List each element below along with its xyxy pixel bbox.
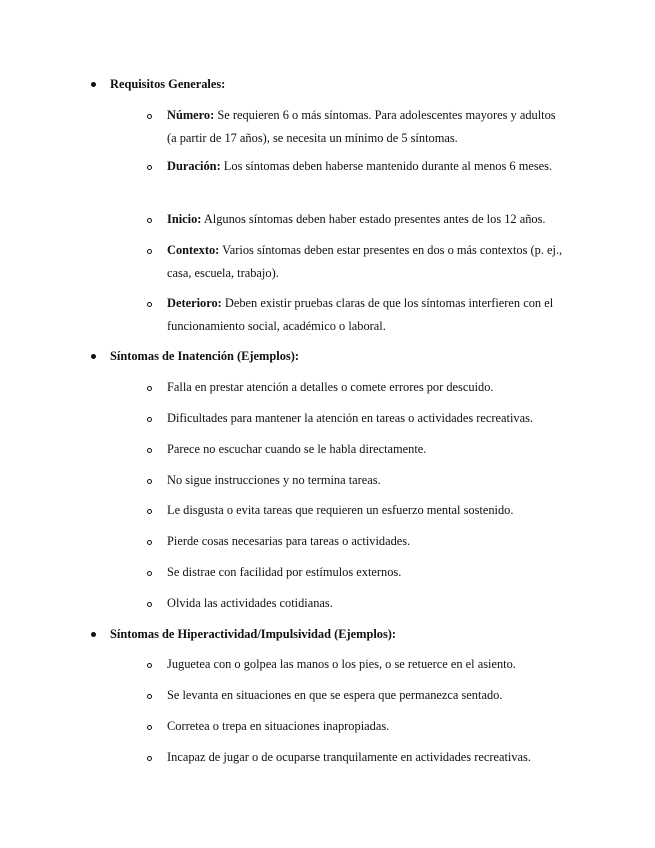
list-item [167,208,567,231]
item-text: Algunos síntomas deben haber estado presentes antes de los 12 años. [201,212,546,226]
circle-bullet-icon [147,509,152,514]
list-item [167,104,567,150]
item-term: Contexto: [167,243,220,257]
circle-bullet-icon [147,479,152,484]
list-item [167,292,567,338]
list-item [167,438,567,461]
list-item [167,469,567,492]
item-text: Incapaz de jugar o de ocuparse tranquilamente en actividades recreativas. [167,750,531,764]
circle-bullet-icon [147,249,152,254]
circle-bullet-icon [147,448,152,453]
circle-bullet-icon [147,756,152,761]
list-item [167,376,567,399]
section-title: Síntomas de Inatención (Ejemplos): [110,349,299,363]
circle-bullet-icon [147,663,152,668]
item-text: Deben existir pruebas claras de que los síntomas interfieren con el funcionamiento social, académico o laboral. [167,296,554,333]
list-item [167,715,567,738]
item-text: No sigue instrucciones y no termina tareas. [167,473,381,487]
list-item [167,499,567,522]
list-item [167,592,567,615]
list-item [167,746,567,769]
item-text: Corretea o trepa en situaciones inapropiadas. [167,719,390,733]
circle-bullet-icon [147,417,152,422]
circle-bullet-icon [147,302,152,307]
section-title: Requisitos Generales: [110,77,226,91]
section-heading-inatencion [110,348,580,364]
item-text: Parece no escuchar cuando se le habla directamente. [167,442,427,456]
list-item [167,684,567,707]
item-term: Número: [167,108,215,122]
item-text: Olvida las actividades cotidianas. [167,596,333,610]
list-item [167,530,567,553]
item-text: Dificultades para mantener la atención en tareas o actividades recreativas. [167,411,534,425]
circle-bullet-icon [147,540,152,545]
section-heading-requisitos [110,76,580,92]
circle-bullet-icon [147,386,152,391]
circle-bullet-icon [147,165,152,170]
bullet-icon [91,354,96,359]
circle-bullet-icon [147,571,152,576]
item-term: Inicio: [167,212,202,226]
item-text: Los síntomas deben haberse mantenido durante al menos 6 meses. [220,159,553,173]
circle-bullet-icon [147,725,152,730]
item-text: Juguetea con o golpea las manos o los pies, o se retuerce en el asiento. [167,657,516,671]
circle-bullet-icon [147,218,152,223]
section-heading-hiperactividad [110,626,580,642]
item-text: Pierde cosas necesarias para tareas o actividades. [167,534,411,548]
list-item [167,407,567,430]
item-term: Deterioro: [167,296,222,310]
item-text: Se requieren 6 o más síntomas. Para adolescentes mayores y adultos (a partir de 17 años), se necesita un mínimo de 5 síntomas. [167,108,556,145]
circle-bullet-icon [147,602,152,607]
list-item [167,653,567,676]
item-text: Le disgusta o evita tareas que requieren un esfuerzo mental sostenido. [167,503,514,517]
item-text: Falla en prestar atención a detalles o comete errores por descuido. [167,380,494,394]
item-term: Duración: [167,159,221,173]
list-item [167,155,567,178]
circle-bullet-icon [147,694,152,699]
section-title: Síntomas de Hiperactividad/Impulsividad (Ejemplos): [110,627,397,641]
bullet-icon [91,632,96,637]
item-text: Se distrae con facilidad por estímulos externos. [167,565,402,579]
list-item [167,561,567,584]
item-text: Se levanta en situaciones en que se espera que permanezca sentado. [167,688,503,702]
item-text: Varios síntomas deben estar presentes en dos o más contextos (p. ej., casa, escuela, trabajo). [167,243,563,280]
bullet-icon [91,82,96,87]
circle-bullet-icon [147,114,152,119]
list-item [167,239,567,285]
